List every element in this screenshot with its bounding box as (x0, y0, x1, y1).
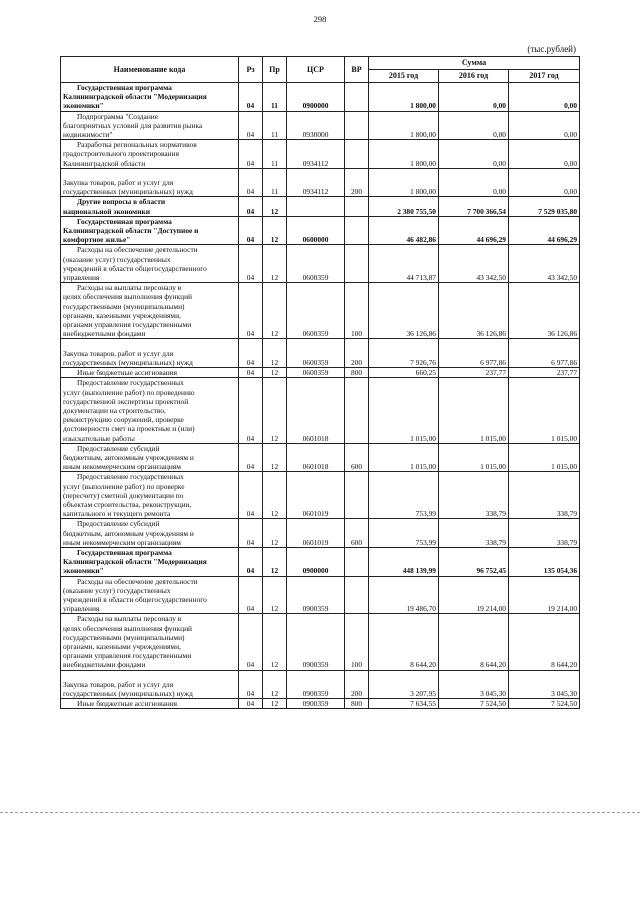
row-rz-cell: 04 (239, 670, 263, 699)
row-2015-cell: 1 800,00 (369, 83, 439, 112)
row-pr-cell: 12 (263, 699, 287, 709)
table-row (61, 614, 580, 670)
row-2015-cell: 448 139,99 (369, 547, 439, 576)
row-pr-cell: 12 (263, 519, 287, 548)
row-vr-cell (345, 140, 369, 169)
row-rz-cell: 04 (239, 519, 263, 548)
row-name-line: достоверности смет на проектные и (или) (63, 424, 195, 434)
row-2016-cell: 1 015,00 (439, 443, 509, 472)
header-2016: 2016 год (439, 70, 509, 83)
row-2016-cell: 8 644,20 (439, 614, 509, 670)
row-2015-cell: 44 713,87 (369, 245, 439, 283)
row-name-line: Предоставление субсидий (77, 443, 160, 453)
row-name-line: государственными (муниципальными) (63, 301, 185, 311)
row-name-line: Предоставление субсидий (77, 519, 160, 529)
row-name-line: Расходы на обеспечение деятельности (77, 576, 198, 586)
row-rz-cell: 04 (239, 547, 263, 576)
row-name-line: управления (63, 273, 100, 283)
row-name-cell (61, 83, 239, 112)
row-name-line: экономики" (63, 101, 104, 111)
row-csr-cell: 0900359 (287, 699, 345, 709)
table-row (61, 443, 580, 472)
row-name-line: капитального и текущего ремонта (63, 509, 171, 519)
row-name-cell (61, 443, 239, 472)
header-csr: ЦСР (287, 57, 345, 83)
row-name-cell (61, 197, 239, 216)
row-2016-cell: 3 045,30 (439, 670, 509, 699)
row-rz-cell: 04 (239, 197, 263, 216)
row-pr-cell: 12 (263, 443, 287, 472)
row-name-line: документации на строительство, (63, 405, 166, 415)
row-pr-cell: 11 (263, 140, 287, 169)
row-name-line (63, 169, 236, 178)
row-name-line (63, 671, 236, 680)
row-name-line: бюджетным, автономным учреждениям и (63, 452, 194, 462)
header-name: Наименование кода (61, 57, 239, 83)
row-name-line: Разработка региональных нормативов (77, 140, 197, 150)
row-name-line: Иные бюджетные ассигнования (77, 699, 178, 709)
row-2017-cell: 7 529 035,80 (509, 197, 580, 216)
row-name-line: государственных (муниципальных) нужд (63, 689, 193, 698)
row-name-cell (61, 283, 239, 339)
row-2015-cell: 660,25 (369, 368, 439, 378)
row-name-line: Расходы на обеспечение деятельности (77, 245, 198, 255)
row-name-cell (61, 368, 239, 378)
row-csr-cell: 0900000 (287, 83, 345, 112)
table-row (61, 140, 580, 169)
row-name-cell (61, 216, 239, 245)
row-vr-cell: 200 (345, 670, 369, 699)
row-csr-cell: 0600359 (287, 283, 345, 339)
row-csr-cell: 0900359 (287, 576, 345, 614)
table-row (61, 197, 580, 216)
row-name-line: Закупка товаров, работ и услуг для (63, 679, 174, 689)
row-pr-cell: 11 (263, 83, 287, 112)
row-vr-cell (345, 245, 369, 283)
row-2015-cell: 2 380 755,50 (369, 197, 439, 216)
row-2015-cell: 1 015,00 (369, 443, 439, 472)
row-pr-cell: 12 (263, 547, 287, 576)
row-name-line: (оказание услуг) государственных (63, 254, 171, 264)
row-2016-cell: 36 126,86 (439, 283, 509, 339)
row-name-line: государственной экспертизы проектной (63, 396, 189, 406)
row-pr-cell: 12 (263, 472, 287, 519)
table-row (61, 283, 580, 339)
scan-artifact-line (0, 812, 640, 813)
row-name-line: органами, казенными учреждениями, (63, 310, 181, 320)
row-name-line: внебюджетными фондами (63, 329, 146, 339)
row-name-line: Предоставление государственных (77, 378, 184, 388)
budget-table (60, 56, 580, 709)
row-csr-cell: 0600359 (287, 368, 345, 378)
row-name-line: органами управления государственными (63, 651, 192, 661)
row-name-line: учреждений в области общегосударственного (63, 594, 207, 604)
row-name-cell (61, 614, 239, 670)
row-vr-cell (345, 83, 369, 112)
row-2017-cell: 7 524,50 (509, 699, 580, 709)
row-name-line: Подпрограмма "Создание (77, 111, 159, 121)
row-2015-cell: 753,99 (369, 519, 439, 548)
row-pr-cell: 11 (263, 111, 287, 140)
row-name-line: услуг (выполнение работ) по проверке (63, 481, 185, 491)
row-name-line: Государственная программа (77, 216, 172, 226)
row-2016-cell: 338,79 (439, 472, 509, 519)
row-name-cell (61, 519, 239, 548)
row-name-line: управления (63, 604, 100, 614)
row-name-cell (61, 245, 239, 283)
row-name-line: Закупка товаров, работ и услуг для (63, 178, 174, 188)
table-body (61, 83, 580, 709)
row-vr-cell (345, 378, 369, 443)
row-rz-cell: 04 (239, 283, 263, 339)
row-vr-cell: 200 (345, 339, 369, 368)
row-name-line: услуг (выполнение работ) по проведению (63, 387, 195, 397)
row-name-line: экономики" (63, 566, 104, 576)
row-csr-cell: 0601019 (287, 519, 345, 548)
row-name-line: Иные бюджетные ассигнования (77, 368, 178, 378)
row-csr-cell: 0601019 (287, 472, 345, 519)
row-name-line: иным некоммерческим организациям (63, 462, 181, 472)
row-2016-cell: 338,79 (439, 519, 509, 548)
row-2016-cell: 0,00 (439, 168, 509, 197)
units-label: (тыс.рублей) (527, 44, 576, 54)
row-2015-cell: 753,99 (369, 472, 439, 519)
row-2016-cell: 19 214,00 (439, 576, 509, 614)
table-row (61, 472, 580, 519)
row-2015-cell: 36 126,86 (369, 283, 439, 339)
row-name-line: Калининградской области (63, 158, 146, 168)
row-rz-cell: 04 (239, 83, 263, 112)
row-rz-cell: 04 (239, 614, 263, 670)
table-row (61, 368, 580, 378)
row-name-cell (61, 140, 239, 169)
row-rz-cell: 04 (239, 576, 263, 614)
row-vr-cell (345, 197, 369, 216)
row-2015-cell: 1 800,00 (369, 140, 439, 169)
row-name-line: национальной экономики (63, 206, 150, 216)
row-pr-cell: 12 (263, 245, 287, 283)
row-pr-cell: 12 (263, 378, 287, 443)
row-vr-cell (345, 111, 369, 140)
row-rz-cell: 04 (239, 140, 263, 169)
row-name-line: Закупка товаров, работ и услуг для (63, 348, 174, 358)
row-name-line: Расходы на выплаты персоналу в (77, 614, 182, 624)
table-row (61, 216, 580, 245)
header-2017: 2017 год (509, 70, 580, 83)
table-row (61, 547, 580, 576)
row-name-line: Государственная программа (77, 547, 172, 557)
row-2017-cell: 43 342,50 (509, 245, 580, 283)
row-name-line: (пересчету) сметной документации по (63, 490, 184, 500)
row-2016-cell: 43 342,50 (439, 245, 509, 283)
row-name-line: Калининградской области "Модернизация (63, 557, 207, 567)
row-name-line: бюджетным, автономным учреждениям и (63, 528, 194, 538)
row-name-line: (оказание услуг) государственных (63, 585, 171, 595)
row-2017-cell: 8 644,20 (509, 614, 580, 670)
row-name-line: государственных (муниципальных) нужд (63, 187, 193, 197)
row-2017-cell: 0,00 (509, 111, 580, 140)
row-name-cell (61, 111, 239, 140)
row-2017-cell: 1 015,00 (509, 443, 580, 472)
row-csr-cell: 0600359 (287, 339, 345, 368)
row-rz-cell: 04 (239, 216, 263, 245)
row-name-line: внебюджетными фондами (63, 660, 146, 670)
row-csr-cell: 0601018 (287, 378, 345, 443)
row-name-line: учреждений в области общегосударственного (63, 263, 207, 273)
row-2015-cell: 1 800,00 (369, 168, 439, 197)
row-2017-cell: 44 696,29 (509, 216, 580, 245)
row-name-line: Калининградской области "Модернизация (63, 92, 207, 102)
row-name-line: целях обеспечения выполнения функций (63, 623, 192, 633)
row-name-line: благоприятных условий для развития рынка (63, 120, 203, 130)
row-2017-cell: 0,00 (509, 83, 580, 112)
row-2015-cell: 46 482,86 (369, 216, 439, 245)
row-2016-cell: 0,00 (439, 83, 509, 112)
row-csr-cell: 0900000 (287, 547, 345, 576)
row-name-line: градостроительного проектирования (63, 149, 179, 159)
header-2015: 2015 год (369, 70, 439, 83)
row-2015-cell: 8 644,20 (369, 614, 439, 670)
row-2016-cell: 44 696,29 (439, 216, 509, 245)
header-vr: ВР (345, 57, 369, 83)
table-row (61, 699, 580, 709)
row-vr-cell: 800 (345, 368, 369, 378)
row-2017-cell: 36 126,86 (509, 283, 580, 339)
row-name-line: Другие вопросы в области (77, 197, 166, 207)
table-row (61, 168, 580, 197)
row-pr-cell: 12 (263, 670, 287, 699)
row-2016-cell: 0,00 (439, 140, 509, 169)
row-vr-cell: 600 (345, 443, 369, 472)
row-2015-cell: 19 486,70 (369, 576, 439, 614)
row-csr-cell: 0900359 (287, 614, 345, 670)
row-2015-cell: 7 926,76 (369, 339, 439, 368)
header-pr: Пр (263, 57, 287, 83)
row-pr-cell: 12 (263, 283, 287, 339)
row-2017-cell: 19 214,00 (509, 576, 580, 614)
row-name-line: иным некоммерческим организациям (63, 537, 181, 547)
row-name-line: комфортное жилье" (63, 235, 131, 245)
row-name-cell (61, 168, 239, 197)
row-rz-cell: 04 (239, 472, 263, 519)
row-rz-cell: 04 (239, 111, 263, 140)
row-name-line: Калининградской области "Доступное и (63, 226, 199, 236)
row-csr-cell: 0600359 (287, 245, 345, 283)
row-name-line: государственных (муниципальных) нужд (63, 357, 193, 367)
row-rz-cell: 04 (239, 443, 263, 472)
row-name-line: реконструкцию сооружений, проверке (63, 415, 184, 425)
row-rz-cell: 04 (239, 245, 263, 283)
row-csr-cell: 0900359 (287, 670, 345, 699)
row-name-cell (61, 576, 239, 614)
table-row (61, 339, 580, 368)
row-name-line: государственными (муниципальными) (63, 632, 185, 642)
row-name-cell (61, 547, 239, 576)
row-pr-cell: 12 (263, 339, 287, 368)
header-rz: Рз (239, 57, 263, 83)
table-row (61, 83, 580, 112)
row-vr-cell: 600 (345, 519, 369, 548)
row-vr-cell (345, 547, 369, 576)
table-row (61, 245, 580, 283)
table-row (61, 519, 580, 548)
row-csr-cell: 0600000 (287, 216, 345, 245)
row-name-cell (61, 339, 239, 368)
row-rz-cell: 04 (239, 378, 263, 443)
row-2015-cell: 1 800,00 (369, 111, 439, 140)
header-sum: Сумма (369, 57, 580, 70)
row-2017-cell: 1 015,00 (509, 378, 580, 443)
row-2015-cell: 7 634,55 (369, 699, 439, 709)
row-csr-cell: 0934112 (287, 140, 345, 169)
row-csr-cell (287, 197, 345, 216)
row-name-line: Расходы на выплаты персоналу в (77, 283, 182, 293)
row-name-line: Государственная программа (77, 83, 172, 92)
row-name-line: целях обеспечения выполнения функций (63, 292, 192, 302)
row-name-line (63, 339, 236, 348)
row-pr-cell: 12 (263, 368, 287, 378)
row-pr-cell: 12 (263, 216, 287, 245)
row-csr-cell: 0601018 (287, 443, 345, 472)
row-rz-cell: 04 (239, 699, 263, 709)
table-header (61, 57, 580, 83)
row-2016-cell: 237,77 (439, 368, 509, 378)
row-name-line: недвижимости" (63, 130, 113, 140)
row-vr-cell (345, 216, 369, 245)
row-vr-cell: 800 (345, 699, 369, 709)
row-vr-cell: 100 (345, 283, 369, 339)
row-2016-cell: 7 524,50 (439, 699, 509, 709)
row-name-cell (61, 699, 239, 709)
row-2017-cell: 338,79 (509, 519, 580, 548)
row-2017-cell: 0,00 (509, 168, 580, 197)
row-vr-cell: 200 (345, 168, 369, 197)
row-csr-cell: 0934112 (287, 168, 345, 197)
row-2015-cell: 3 207,95 (369, 670, 439, 699)
row-vr-cell (345, 576, 369, 614)
row-2016-cell: 1 015,00 (439, 378, 509, 443)
row-name-line: Предоставление государственных (77, 472, 184, 482)
row-2015-cell: 1 015,00 (369, 378, 439, 443)
row-2017-cell: 6 977,86 (509, 339, 580, 368)
row-2016-cell: 96 752,45 (439, 547, 509, 576)
row-2017-cell: 237,77 (509, 368, 580, 378)
row-name-line: изыскательные работы (63, 433, 135, 443)
row-pr-cell: 11 (263, 168, 287, 197)
row-vr-cell (345, 472, 369, 519)
table-row (61, 378, 580, 443)
row-pr-cell: 12 (263, 576, 287, 614)
row-vr-cell: 100 (345, 614, 369, 670)
row-csr-cell: 0930000 (287, 111, 345, 140)
table-row (61, 111, 580, 140)
row-name-cell (61, 670, 239, 699)
row-name-line: органами, казенными учреждениями, (63, 641, 181, 651)
row-pr-cell: 12 (263, 614, 287, 670)
row-rz-cell: 04 (239, 368, 263, 378)
row-name-line: органами управления государственными (63, 320, 192, 330)
row-rz-cell: 04 (239, 168, 263, 197)
row-2017-cell: 338,79 (509, 472, 580, 519)
row-rz-cell: 04 (239, 339, 263, 368)
table-row (61, 670, 580, 699)
row-2016-cell: 7 700 366,54 (439, 197, 509, 216)
row-2017-cell: 0,00 (509, 140, 580, 169)
row-2016-cell: 6 977,86 (439, 339, 509, 368)
page-number: 298 (313, 14, 327, 24)
row-2017-cell: 3 045,30 (509, 670, 580, 699)
row-name-line: объектам строительства, реконструкции, (63, 499, 192, 509)
row-name-cell (61, 378, 239, 443)
row-2017-cell: 135 054,36 (509, 547, 580, 576)
row-pr-cell: 12 (263, 197, 287, 216)
table-row (61, 576, 580, 614)
row-name-cell (61, 472, 239, 519)
row-2016-cell: 0,00 (439, 111, 509, 140)
